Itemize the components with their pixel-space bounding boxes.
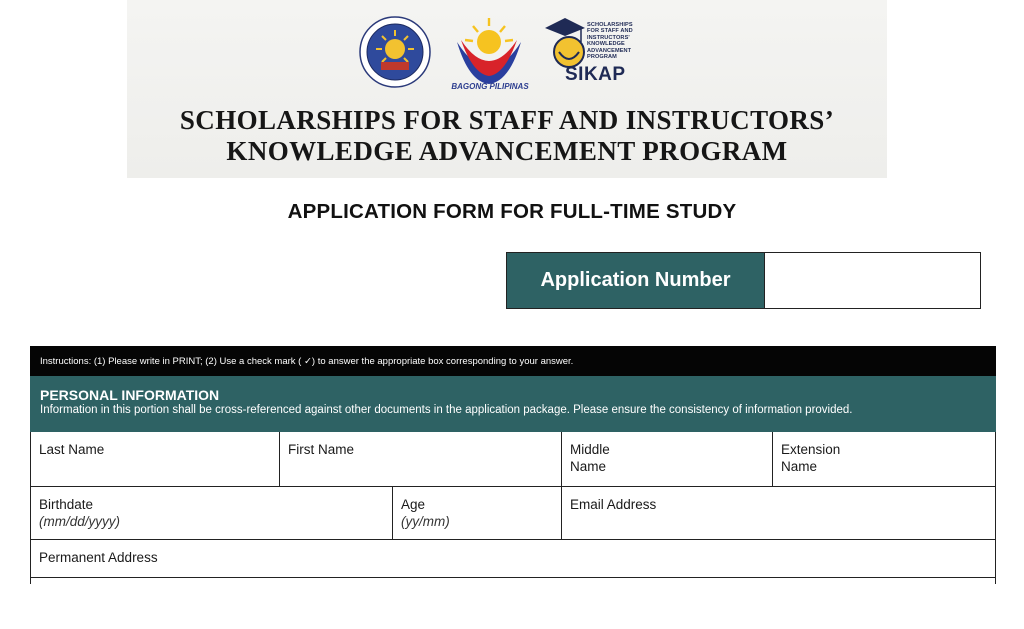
first-name-field[interactable]: [279, 432, 561, 486]
application-number-field[interactable]: [765, 253, 980, 308]
form-title: APPLICATION FORM FOR FULL-TIME STUDY: [287, 200, 737, 223]
last-name-label: Last Name: [39, 442, 105, 457]
form-row-birth: [30, 487, 996, 540]
age-hint: (yy/mm): [401, 514, 450, 529]
middle-name-label-line-1: Middle: [570, 442, 610, 457]
sikap-wordmark: SIKAP: [565, 64, 626, 85]
logo-strip: [127, 8, 887, 90]
email-label: Email Address: [570, 497, 657, 512]
bagong-pilipinas-logo-icon: [449, 12, 529, 92]
personal-information-form: [30, 346, 996, 584]
email-field[interactable]: [561, 487, 995, 539]
last-name-field[interactable]: [31, 432, 279, 486]
extension-name-field[interactable]: [772, 432, 995, 486]
section-description: Information in this portion shall be cross-referenced against other documents in the application package. Please ensure the consistency of information provided.: [40, 404, 853, 416]
form-row-continuation: [30, 578, 996, 584]
header-banner: [127, 0, 887, 178]
ched-seal-icon: [359, 16, 431, 88]
section-title: PERSONAL INFORMATION: [40, 387, 220, 403]
program-title-line-1: SCHOLARSHIPS FOR STAFF AND INSTRUCTORS’: [179, 105, 835, 135]
birthdate-field[interactable]: [31, 487, 392, 539]
age-field[interactable]: [392, 487, 561, 539]
sikap-small-text: SCHOLARSHIPS FOR STAFF AND INSTRUCTORS' KNOWLEDGE ADVANCEMENT PROGRAM: [587, 22, 633, 61]
birthdate-hint: (mm/dd/yyyy): [39, 514, 120, 529]
personal-information-header: [30, 376, 996, 432]
instructions-bar: Instructions: (1) Please write in PRINT; (2) Use a check mark ( ✓) to answer the appropriate box corresponding to your answer.: [30, 346, 996, 376]
permanent-address-label: Permanent Address: [39, 550, 158, 565]
extension-name-label-line-2: Name: [781, 459, 818, 474]
program-title-line-2: KNOWLEDGE ADVANCEMENT PROGRAM: [226, 136, 788, 166]
application-number-box: [506, 252, 981, 309]
middle-name-label-line-2: Name: [570, 459, 607, 474]
age-label: Age: [401, 497, 426, 512]
form-row-address: [30, 540, 996, 578]
middle-name-field[interactable]: [561, 432, 772, 486]
form-row-names: [30, 432, 996, 487]
first-name-label: First Name: [288, 442, 355, 457]
birthdate-label: Birthdate: [39, 497, 94, 512]
permanent-address-field[interactable]: [31, 540, 995, 577]
application-number-label: Application Number: [507, 253, 765, 308]
extension-name-label-line-1: Extension: [781, 442, 841, 457]
bagong-pilipinas-text: BAGONG PILIPINAS: [451, 82, 529, 91]
